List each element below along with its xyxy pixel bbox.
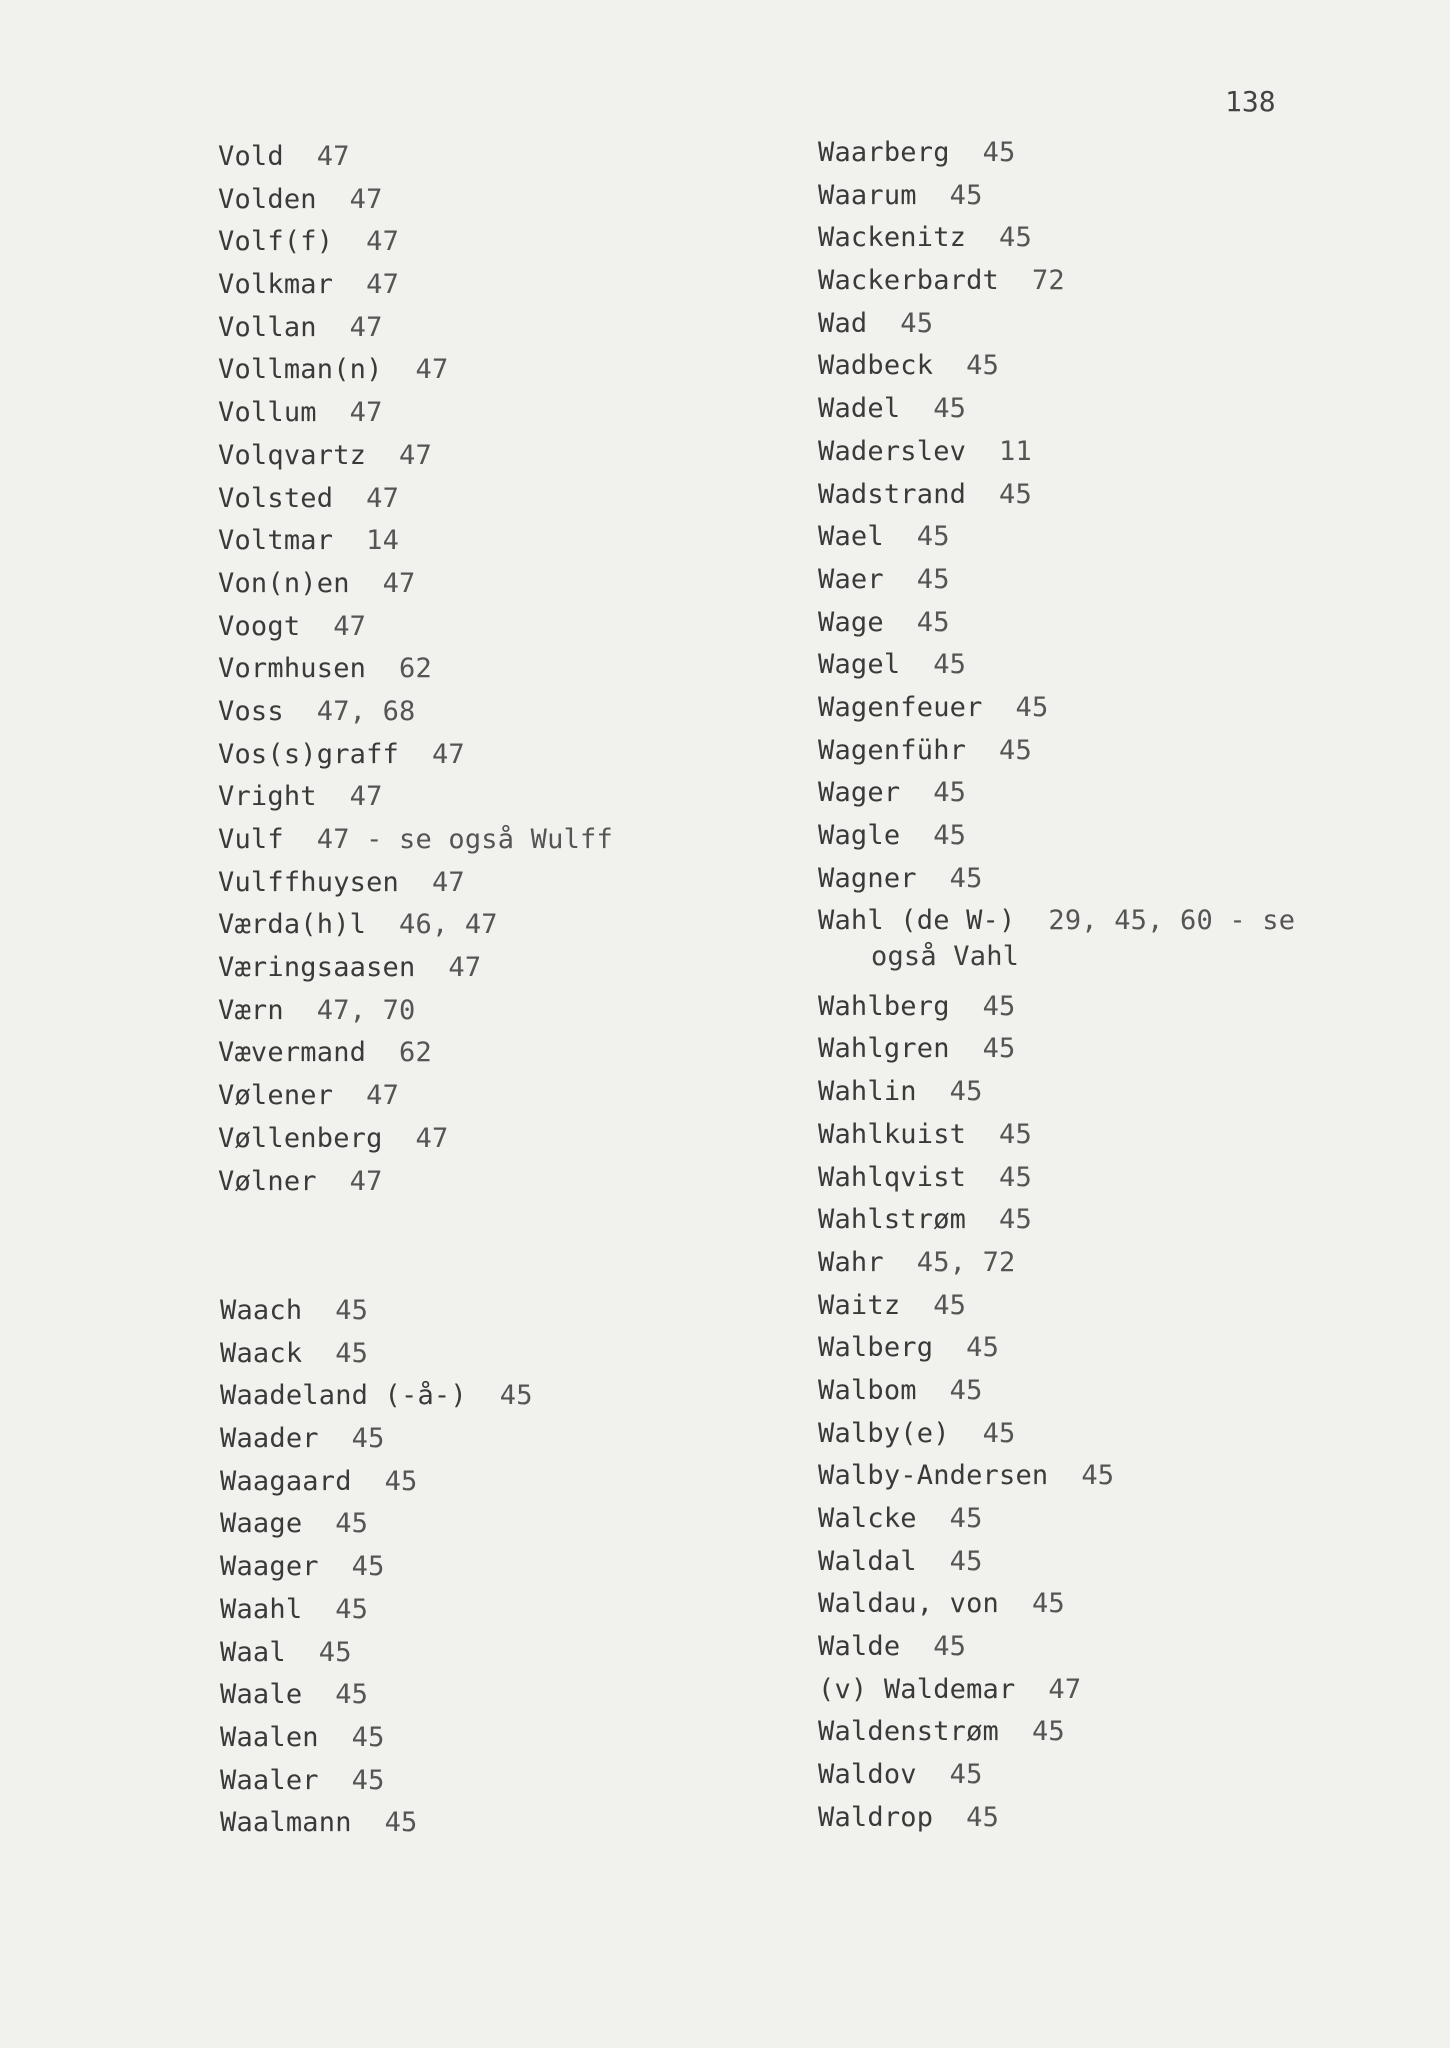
entry-page-refs: 45 bbox=[335, 1295, 369, 1326]
entry-name: Walby(e) bbox=[818, 1417, 950, 1449]
entry-name: Walcke bbox=[818, 1503, 917, 1535]
index-entry bbox=[220, 1418, 533, 1461]
index-entry bbox=[218, 221, 613, 264]
index-entry bbox=[818, 1669, 1295, 1712]
index-entry bbox=[220, 1461, 533, 1504]
entry-page-refs: 47 bbox=[349, 183, 383, 215]
entry-name: Vormhusen bbox=[218, 653, 367, 685]
entry-name: Waahl bbox=[220, 1593, 303, 1625]
index-entry bbox=[818, 260, 1295, 303]
index-entry bbox=[818, 175, 1295, 218]
index-entry bbox=[818, 815, 1295, 858]
index-entry bbox=[220, 1375, 533, 1418]
entry-name: Vøllenberg bbox=[218, 1122, 383, 1154]
entry-name: Walby-Andersen bbox=[818, 1460, 1049, 1492]
entry-name: Volf(f) bbox=[218, 226, 334, 258]
entry-name: Vollum bbox=[218, 397, 317, 429]
index-entry bbox=[818, 345, 1295, 388]
entry-page-refs: 45 bbox=[1031, 1588, 1065, 1620]
index-entry bbox=[818, 858, 1295, 901]
entry-name: Wager bbox=[818, 777, 901, 809]
entry-page-refs: 45 bbox=[916, 606, 950, 638]
entry-name: Wad bbox=[818, 307, 868, 339]
entry-name: Waader bbox=[220, 1423, 319, 1455]
index-entry bbox=[818, 516, 1295, 559]
index-entry bbox=[818, 772, 1295, 815]
entry-page-refs: 47, 70 bbox=[316, 994, 416, 1026]
index-entry bbox=[818, 602, 1295, 645]
entry-name: Wagle bbox=[818, 820, 901, 851]
entry-name: Wahlin bbox=[818, 1076, 917, 1108]
index-entry bbox=[818, 900, 1295, 985]
entry-name: Waadeland (-å-) bbox=[220, 1380, 467, 1412]
entry-page-refs: 45 bbox=[900, 307, 934, 339]
entry-page-refs: 45 bbox=[335, 1508, 369, 1540]
entry-name: Waer bbox=[818, 563, 884, 595]
entry-name: Waack bbox=[220, 1337, 303, 1369]
entry-page-refs: 47 bbox=[316, 141, 350, 172]
entry-page-refs: 47 bbox=[1048, 1673, 1082, 1705]
entry-name: Wahlberg bbox=[818, 990, 950, 1022]
entry-page-refs: 45 bbox=[949, 1374, 983, 1406]
entry-name: Volsted bbox=[218, 482, 334, 514]
entry-name: Volqvartz bbox=[218, 439, 367, 471]
entry-name: Voss bbox=[218, 695, 284, 727]
entry-name: Wagel bbox=[818, 649, 901, 681]
index-entry bbox=[818, 687, 1295, 730]
entry-page-refs: 45 bbox=[966, 1801, 1000, 1833]
entry-name: Waal bbox=[220, 1636, 286, 1668]
entry-page-refs: 62 bbox=[399, 1037, 432, 1069]
entry-page-refs: 14 bbox=[366, 525, 400, 557]
index-entry bbox=[218, 776, 613, 819]
entry-page-refs: 45 bbox=[966, 350, 1000, 382]
entry-name: Wagenfeuer bbox=[818, 691, 983, 723]
entry-page-refs: 45 bbox=[982, 1417, 1016, 1449]
index-entry bbox=[818, 217, 1295, 260]
entry-page-refs: 29, 45, 60 - se bbox=[1048, 905, 1296, 937]
entry-page-refs: 46, 47 bbox=[399, 909, 498, 941]
entry-name: Wagner bbox=[818, 862, 917, 894]
index-entry bbox=[218, 904, 613, 947]
entry-page-refs: 45 bbox=[999, 1204, 1032, 1236]
entry-page-refs: 45 bbox=[999, 478, 1032, 510]
entry-name: Vollan bbox=[218, 311, 317, 343]
entry-page-refs: 45 bbox=[351, 1721, 385, 1753]
index-entry bbox=[218, 990, 613, 1033]
index-entry bbox=[218, 734, 613, 777]
index-entry bbox=[220, 1546, 533, 1589]
index-entry bbox=[818, 1071, 1295, 1114]
entry-page-refs: 45 bbox=[384, 1807, 418, 1839]
entry-page-refs: 47 bbox=[349, 311, 383, 343]
index-entry bbox=[218, 606, 613, 649]
entry-page-refs: 45 bbox=[933, 1631, 967, 1663]
entry-page-refs: 45 bbox=[999, 1118, 1032, 1150]
entry-name: Wahl (de W-) bbox=[818, 905, 1016, 937]
index-entry bbox=[220, 1333, 533, 1376]
index-entry bbox=[818, 1711, 1295, 1754]
index-entry bbox=[818, 1754, 1295, 1797]
entry-page-refs: 45 bbox=[933, 649, 967, 681]
entry-name: Wahr bbox=[818, 1246, 884, 1278]
entry-page-refs: 45 bbox=[335, 1337, 369, 1369]
entry-name: Vollman(n) bbox=[218, 354, 383, 386]
entry-name: Wackenitz bbox=[818, 222, 967, 254]
index-entry bbox=[818, 1242, 1295, 1285]
index-entry bbox=[818, 431, 1295, 474]
index-entry bbox=[220, 1503, 533, 1546]
index-entry bbox=[818, 559, 1295, 602]
entry-name: Vulffhuysen bbox=[218, 866, 400, 898]
entry-name: Volden bbox=[218, 183, 317, 215]
index-entry bbox=[818, 1370, 1295, 1413]
index-entry bbox=[818, 1157, 1295, 1200]
entry-name: Voogt bbox=[218, 610, 301, 642]
index-entry bbox=[218, 1075, 613, 1118]
entry-page-refs: 45 bbox=[999, 1161, 1032, 1193]
entry-page-refs: 72 bbox=[1031, 265, 1065, 297]
index-entry bbox=[218, 478, 613, 521]
entry-page-refs: 45 bbox=[916, 563, 950, 595]
entry-name: Værn bbox=[218, 994, 284, 1026]
entry-name: Walde bbox=[818, 1631, 901, 1663]
entry-name: Voltmar bbox=[218, 525, 334, 557]
entry-page-refs: 47 bbox=[366, 1080, 400, 1112]
entry-page-refs: 45 bbox=[1081, 1460, 1115, 1492]
entry-name: Waalmann bbox=[220, 1807, 352, 1839]
index-entry bbox=[818, 1583, 1295, 1626]
entry-page-refs: 62 bbox=[399, 653, 432, 685]
entry-page-refs: 45, 72 bbox=[916, 1246, 1016, 1278]
entry-page-refs: 45 bbox=[933, 820, 967, 851]
index-entry bbox=[218, 349, 613, 392]
page-number: 138 bbox=[1225, 85, 1276, 118]
index-entry bbox=[218, 947, 613, 990]
entry-name: Von(n)en bbox=[218, 567, 350, 599]
entry-continuation: også Vahl bbox=[871, 941, 1020, 973]
index-entry bbox=[218, 862, 613, 905]
entry-page-refs: 45 bbox=[1015, 691, 1049, 723]
entry-page-refs: 47 bbox=[366, 226, 400, 258]
entry-name: Vulf bbox=[218, 824, 284, 855]
index-entry bbox=[218, 1161, 613, 1204]
index-entry bbox=[818, 986, 1295, 1029]
entry-name: Væringsaasen bbox=[218, 952, 416, 984]
entry-name: Vright bbox=[218, 781, 317, 813]
entry-page-refs: 45 bbox=[351, 1551, 385, 1583]
entry-page-refs: 45 bbox=[949, 1076, 983, 1108]
index-entry bbox=[220, 1290, 533, 1333]
entry-name: Wagenführ bbox=[818, 734, 967, 766]
index-entry bbox=[220, 1760, 533, 1803]
entry-name: Waage bbox=[220, 1508, 303, 1540]
entry-name: Waarberg bbox=[818, 137, 950, 168]
entry-page-refs: 45 bbox=[982, 990, 1016, 1022]
entry-page-refs: 45 bbox=[384, 1465, 418, 1497]
entry-name: Waagaard bbox=[220, 1465, 352, 1497]
entry-name: Wage bbox=[818, 606, 884, 638]
entry-name: Waldov bbox=[818, 1759, 917, 1791]
index-entry bbox=[818, 1285, 1295, 1328]
index-entry bbox=[818, 474, 1295, 517]
index-entry bbox=[818, 1498, 1295, 1541]
index-entry bbox=[218, 1032, 613, 1075]
entry-page-refs: 47 bbox=[415, 1122, 449, 1154]
index-entry bbox=[220, 1717, 533, 1760]
index-entry bbox=[218, 435, 613, 478]
entry-page-refs: 45 bbox=[999, 222, 1032, 254]
entry-name: Walberg bbox=[818, 1332, 934, 1364]
index-entry bbox=[818, 644, 1295, 687]
entry-page-refs: 45 bbox=[949, 1545, 983, 1577]
entry-name: Waach bbox=[220, 1295, 303, 1326]
index-entry bbox=[818, 1199, 1295, 1242]
entry-name: Vølener bbox=[218, 1080, 334, 1112]
index-entry bbox=[218, 563, 613, 606]
entry-page-refs: 45 bbox=[966, 1332, 1000, 1364]
entry-name: Wadstrand bbox=[818, 478, 967, 510]
entry-name: Vølner bbox=[218, 1165, 317, 1197]
entry-name: Vævermand bbox=[218, 1037, 367, 1069]
entry-page-refs: 45 bbox=[351, 1764, 385, 1796]
entry-page-refs: 45 bbox=[318, 1636, 352, 1668]
entry-page-refs: 45 bbox=[949, 1759, 983, 1791]
entry-page-refs: 45 bbox=[933, 1289, 967, 1321]
entry-page-refs: 45 bbox=[933, 777, 967, 809]
index-entry bbox=[818, 1797, 1295, 1840]
entry-page-refs: 45 bbox=[949, 1503, 983, 1535]
index-entry bbox=[218, 648, 613, 691]
entry-name: Waarum bbox=[818, 179, 917, 211]
entry-page-refs: 45 bbox=[335, 1679, 369, 1711]
entry-page-refs: 47 bbox=[382, 567, 416, 599]
index-entry bbox=[818, 1114, 1295, 1157]
index-entry bbox=[818, 1028, 1295, 1071]
entry-name: Vold bbox=[218, 141, 284, 172]
entry-name: Waldenstrøm bbox=[818, 1716, 1000, 1748]
entry-page-refs: 47 - se også Wulff bbox=[316, 824, 613, 855]
entry-name: Værda(h)l bbox=[218, 909, 367, 941]
entry-page-refs: 45 bbox=[999, 734, 1032, 766]
entry-name: Wackerbardt bbox=[818, 265, 1000, 297]
index-entry bbox=[220, 1674, 533, 1717]
index-entry bbox=[818, 1626, 1295, 1669]
entry-name: (v) Waldemar bbox=[818, 1673, 1016, 1705]
entry-name: Waaler bbox=[220, 1764, 319, 1796]
entry-page-refs: 47 bbox=[349, 1165, 383, 1197]
entry-name: Waalen bbox=[220, 1721, 319, 1753]
index-entry bbox=[218, 392, 613, 435]
entry-page-refs: 47 bbox=[349, 781, 383, 813]
entry-page-refs: 45 bbox=[916, 521, 950, 553]
entry-name: Wadbeck bbox=[818, 350, 934, 382]
entry-name: Waitz bbox=[818, 1289, 901, 1321]
entry-name: Waldau, von bbox=[818, 1588, 1000, 1620]
index-entry bbox=[218, 1118, 613, 1161]
entry-page-refs: 47 bbox=[349, 397, 383, 429]
entry-page-refs: 45 bbox=[499, 1380, 533, 1412]
entry-page-refs: 45 bbox=[1031, 1716, 1065, 1748]
entry-page-refs: 45 bbox=[351, 1423, 385, 1455]
index-entry bbox=[818, 730, 1295, 773]
index-column-right bbox=[818, 132, 1295, 1840]
entry-page-refs: 47 bbox=[448, 952, 482, 984]
index-entry bbox=[818, 1413, 1295, 1456]
entry-name: Wahlkuist bbox=[818, 1118, 967, 1150]
entry-page-refs: 11 bbox=[999, 435, 1032, 467]
entry-name: Volkmar bbox=[218, 269, 334, 301]
entry-name: Vos(s)graff bbox=[218, 738, 400, 770]
index-entry bbox=[218, 691, 613, 734]
entry-page-refs: 47 bbox=[366, 269, 400, 301]
index-entry bbox=[220, 1802, 533, 1845]
index-entry bbox=[220, 1589, 533, 1632]
index-entry bbox=[818, 303, 1295, 346]
entry-name: Waldrop bbox=[818, 1801, 934, 1833]
entry-name: Waager bbox=[220, 1551, 319, 1583]
entry-page-refs: 45 bbox=[335, 1593, 369, 1625]
entry-page-refs: 45 bbox=[982, 1033, 1016, 1065]
index-entry bbox=[218, 264, 613, 307]
index-entry bbox=[220, 1632, 533, 1675]
entry-page-refs: 47 bbox=[399, 439, 432, 471]
index-entry bbox=[218, 520, 613, 563]
index-entry bbox=[218, 136, 613, 179]
index-column-left-top bbox=[218, 136, 613, 1203]
index-entry bbox=[818, 388, 1295, 431]
entry-name: Waldal bbox=[818, 1545, 917, 1577]
index-entry bbox=[218, 819, 613, 862]
entry-name: Wael bbox=[818, 521, 884, 553]
entry-name: Wahlstrøm bbox=[818, 1204, 967, 1236]
index-entry bbox=[218, 179, 613, 222]
entry-name: Wadel bbox=[818, 393, 901, 425]
entry-page-refs: 47, 68 bbox=[316, 695, 416, 727]
index-entry bbox=[818, 1541, 1295, 1584]
entry-page-refs: 47 bbox=[333, 610, 367, 642]
entry-page-refs: 47 bbox=[431, 738, 465, 770]
index-entry bbox=[218, 307, 613, 350]
entry-page-refs: 47 bbox=[415, 354, 449, 386]
entry-name: Wahlgren bbox=[818, 1033, 950, 1065]
entry-page-refs: 45 bbox=[933, 393, 967, 425]
entry-name: Waale bbox=[220, 1679, 303, 1711]
index-entry bbox=[818, 1327, 1295, 1370]
entry-page-refs: 45 bbox=[949, 179, 983, 211]
index-entry bbox=[818, 1455, 1295, 1498]
index-column-left-bottom bbox=[220, 1290, 533, 1845]
index-entry bbox=[818, 132, 1295, 175]
entry-page-refs: 47 bbox=[366, 482, 400, 514]
entry-name: Waderslev bbox=[818, 435, 967, 467]
entry-page-refs: 45 bbox=[949, 862, 983, 894]
entry-name: Wahlqvist bbox=[818, 1161, 967, 1193]
entry-page-refs: 47 bbox=[431, 866, 465, 898]
entry-page-refs: 45 bbox=[982, 137, 1016, 168]
entry-name: Walbom bbox=[818, 1374, 917, 1406]
